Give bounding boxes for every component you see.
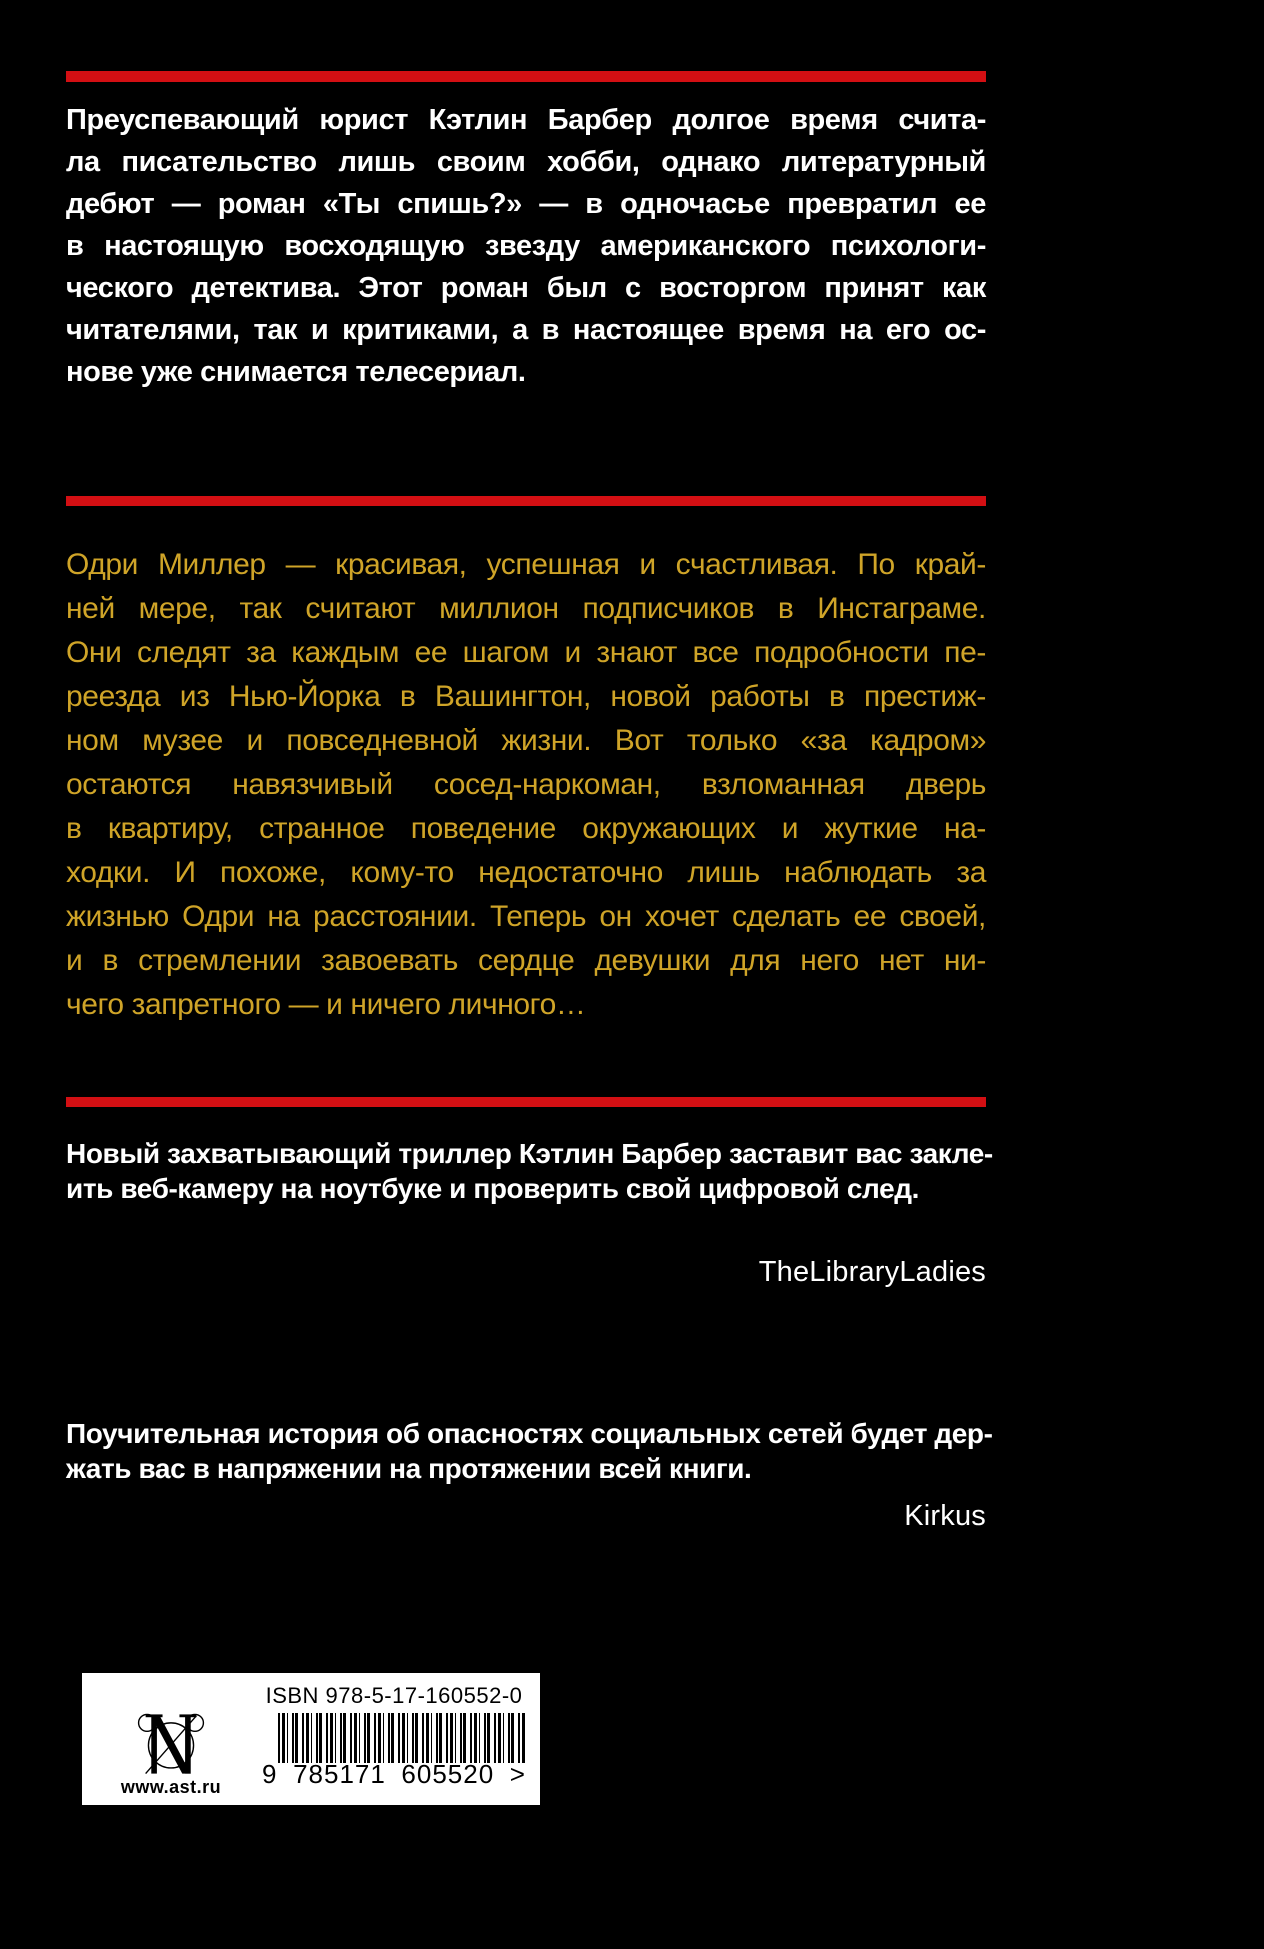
- text-line: Они следят за каждым ее шагом и знают все подробности пе-: [66, 636, 986, 669]
- ean-barcode-cell: [260, 1673, 540, 1805]
- review-quote-kirkus: [66, 1416, 993, 1486]
- text-line: остаются навязчивый сосед-наркоман, взломанная дверь: [66, 768, 986, 801]
- author-intro-paragraph: [66, 99, 986, 393]
- text-line: жать вас в напряжении на протяжении всей книги.: [66, 1453, 752, 1484]
- review-quote-libraryladies: [66, 1136, 993, 1206]
- text-line: реезда из Нью-Йорка в Вашингтон, новой работы в престиж-: [66, 680, 986, 713]
- synopsis-paragraph: [66, 543, 986, 1027]
- text-line: в квартиру, странное поведение окружающих и жуткие на-: [66, 812, 986, 845]
- ast-publisher-logo-icon: [135, 1713, 207, 1775]
- red-divider-middle: [66, 496, 986, 506]
- text-line: ном музее и повседневной жизни. Вот только «за кадром»: [66, 724, 986, 757]
- ean-group-2: 605520: [401, 1759, 495, 1789]
- text-line: Одри Миллер — красивая, успешная и счастливая. По край-: [66, 548, 986, 581]
- publisher-logo-cell: [82, 1673, 260, 1805]
- text-line: жизнью Одри на расстоянии. Теперь он хочет сделать ее своей,: [66, 900, 986, 933]
- text-line: читателями, так и критиками, а в настоящее время на его ос-: [66, 314, 986, 346]
- barcode-panel: [82, 1673, 540, 1805]
- text-line: в настоящую восходящую звезду американского психологи-: [66, 230, 986, 262]
- text-line: ходки. И похоже, кому-то недостаточно лишь наблюдать за: [66, 856, 986, 889]
- publisher-website-url: www.ast.ru: [120, 1777, 222, 1797]
- isbn-text: ISBN 978-5-17-160552-0: [265, 1683, 523, 1708]
- barcode-bars: [278, 1713, 526, 1763]
- text-line: Преуспевающий юрист Кэтлин Барбер долгое время счита-: [66, 104, 986, 136]
- barcode-bars-row: [262, 1713, 526, 1763]
- text-line: Поучительная история об опасностях социальных сетей будет дер-: [66, 1418, 993, 1449]
- barcode-digits: [262, 1761, 526, 1787]
- text-line: и в стремлении завоевать сердце девушки для него нет ни-: [66, 944, 986, 977]
- text-line: ить веб-камеру на ноутбуке и проверить свой цифровой след.: [66, 1173, 919, 1204]
- text-line: ческого детектива. Этот роман был с восторгом принят как: [66, 272, 986, 304]
- review-attribution-kirkus: Kirkus: [904, 1500, 986, 1532]
- ean-group-1: 785171: [293, 1759, 386, 1789]
- review-attribution-libraryladies: TheLibraryLadies: [758, 1256, 986, 1288]
- text-line: чего запретного — и ничего личного…: [66, 988, 586, 1021]
- ean-left-digit: 9: [262, 1759, 278, 1789]
- text-line: нове уже снимается телесериал.: [66, 356, 526, 388]
- red-divider-bottom: [66, 1097, 986, 1107]
- ean-end-mark: >: [509, 1759, 526, 1789]
- red-divider-top: [66, 71, 986, 82]
- text-line: ней мере, так считают миллион подписчиков в Инстаграме.: [66, 592, 986, 625]
- text-line: ла писательство лишь своим хобби, однако литературный: [66, 146, 986, 178]
- text-line: Новый захватывающий триллер Кэтлин Барбер заставит вас закле-: [66, 1138, 993, 1169]
- text-line: дебют — роман «Ты спишь?» — в одночасье превратил ее: [66, 188, 986, 220]
